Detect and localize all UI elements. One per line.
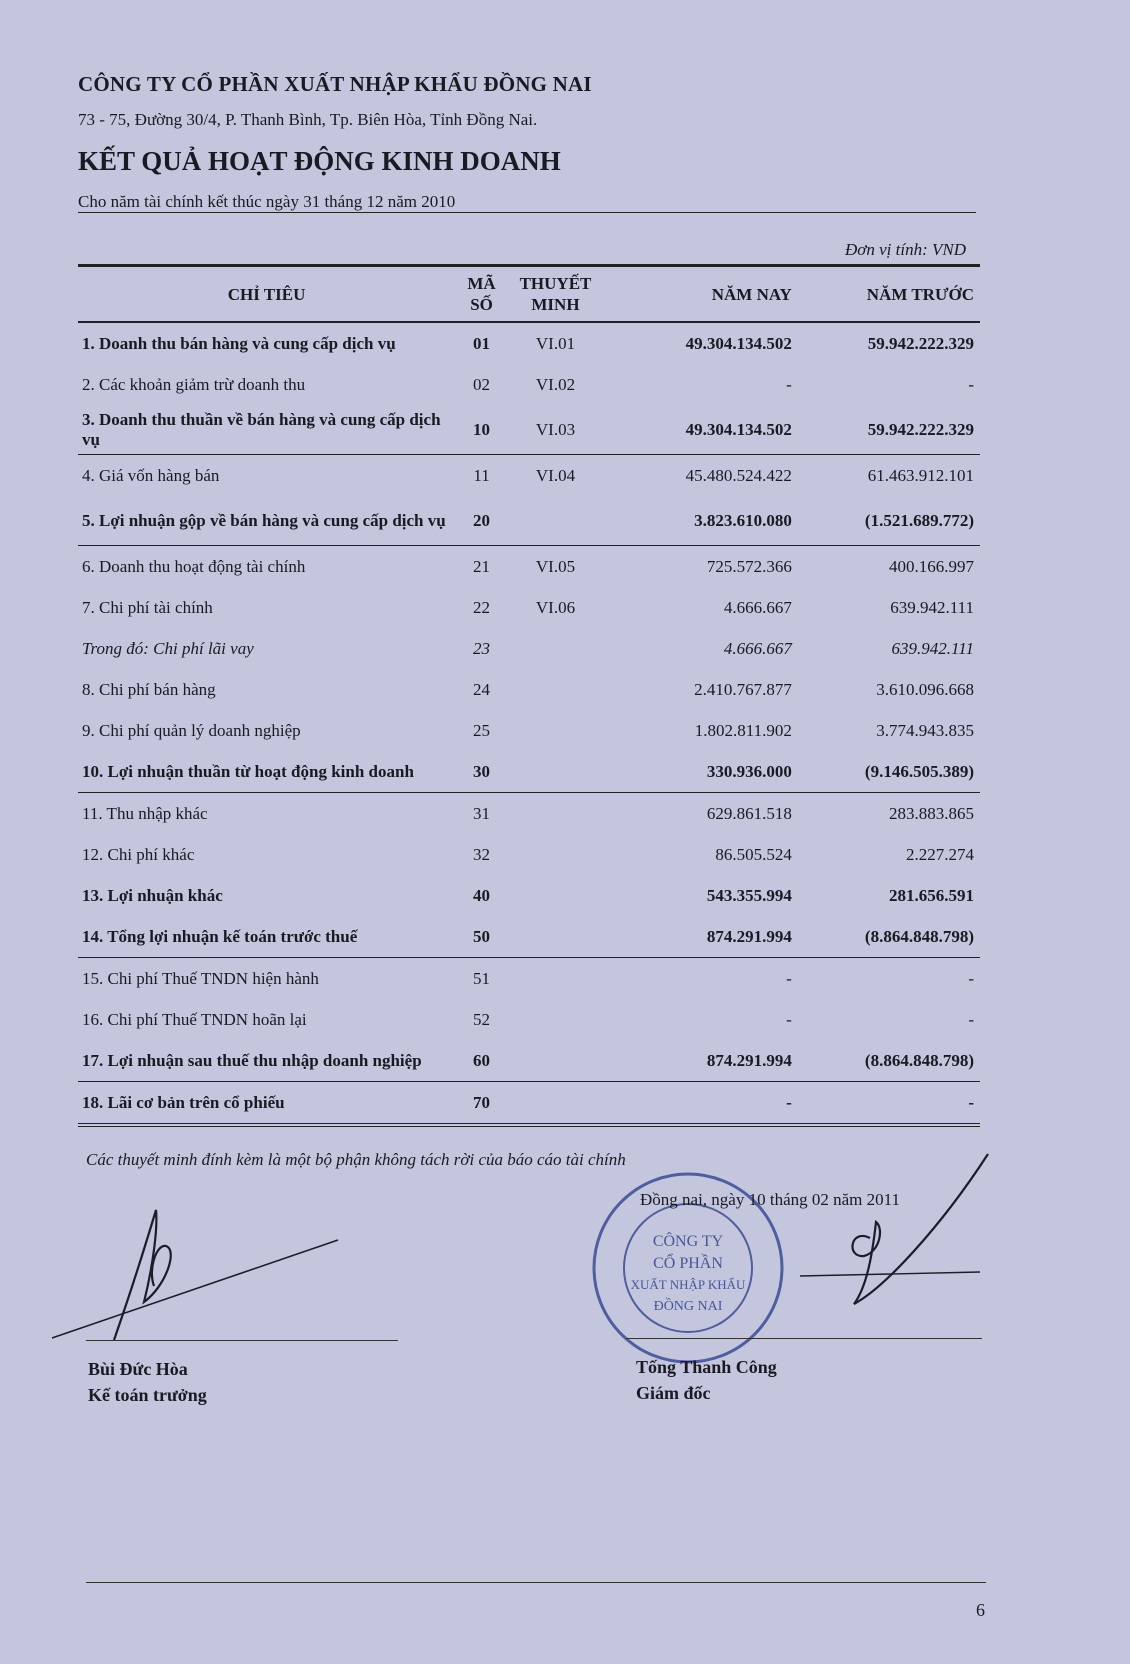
row-previous: 3.774.943.835 [876, 720, 974, 740]
row-previous: (1.521.689.772) [802, 496, 980, 546]
row-code: 20 [455, 496, 508, 546]
row-code: 23 [473, 638, 491, 658]
row-note: VI.03 [508, 405, 603, 455]
row-note [508, 710, 603, 751]
accountant-signature-icon [48, 1190, 348, 1350]
row-previous: 639.942.111 [890, 597, 974, 617]
row-note: VI.01 [535, 333, 576, 353]
row-item: 10. Lợi nhuận thuần từ hoạt động kinh doanh [78, 751, 455, 793]
column-header-code [455, 266, 508, 323]
row-item: 7. Chi phí tài chính [82, 597, 213, 617]
row-note [508, 628, 603, 669]
svg-text:CÔNG TY: CÔNG TY [652, 1233, 724, 1250]
signing-date: Đồng nai, ngày 10 tháng 02 năm 2011 [640, 1190, 900, 1209]
row-item: 18. Lãi cơ bản trên cổ phiếu [78, 1082, 455, 1126]
row-previous: - [968, 1009, 974, 1029]
row-previous: 3.610.096.668 [876, 679, 974, 699]
table-row [78, 628, 980, 669]
row-current: 49.304.134.502 [685, 333, 792, 353]
column-header-code-line2: SỐ [470, 295, 493, 314]
row-previous: 400.166.997 [889, 556, 974, 576]
row-current: 874.291.994 [603, 916, 802, 958]
row-code: 22 [473, 597, 491, 617]
right-signature-line [626, 1338, 982, 1339]
left-signature-line [86, 1340, 398, 1341]
row-previous: (8.864.848.798) [802, 916, 980, 958]
table-row [78, 587, 980, 628]
row-code: 21 [473, 556, 491, 576]
row-current: 725.572.366 [706, 556, 792, 576]
table-row [78, 916, 980, 958]
column-header-current-year: NĂM NAY [603, 266, 802, 323]
row-code: 50 [455, 916, 508, 958]
table-row [78, 1082, 980, 1126]
table-row [78, 1040, 980, 1082]
income-statement-table [78, 264, 980, 1127]
row-current: - [786, 1009, 792, 1029]
row-code: 31 [473, 803, 491, 823]
row-current: 543.355.994 [706, 885, 792, 905]
row-note [508, 793, 603, 835]
column-header-previous-year: NĂM TRƯỚC [802, 266, 980, 323]
row-code: 25 [473, 720, 491, 740]
table-row [78, 834, 980, 875]
column-header-note-line1: THUYẾT [519, 274, 592, 293]
row-current: 1.802.811.902 [694, 720, 792, 740]
row-code: 24 [473, 679, 491, 699]
page-number: 6 [976, 1600, 985, 1620]
company-address: 73 - 75, Đường 30/4, P. Thanh Bình, Tp. Biên Hòa, Tỉnh Đồng Nai. [78, 110, 538, 129]
row-item: 5. Lợi nhuận gộp về bán hàng và cung cấp dịch vụ [78, 496, 455, 546]
svg-text:XUẤT NHẬP KHẨU: XUẤT NHẬP KHẨU [630, 1277, 746, 1292]
row-previous: 2.227.274 [906, 844, 974, 864]
table-row [78, 322, 980, 364]
row-item: 4. Giá vốn hàng bán [82, 465, 220, 485]
row-code: 02 [473, 374, 491, 394]
row-current: 45.480.524.422 [685, 465, 792, 485]
row-item: Trong đó: Chi phí lãi vay [82, 638, 254, 658]
report-period: Cho năm tài chính kết thúc ngày 31 tháng 12 năm 2010 [78, 192, 456, 211]
table-row [78, 364, 980, 405]
row-current: - [786, 968, 792, 988]
row-previous: (8.864.848.798) [802, 1040, 980, 1082]
row-item: 14. Tổng lợi nhuận kế toán trước thuế [78, 916, 455, 958]
row-current: 49.304.134.502 [603, 405, 802, 455]
row-code: 01 [473, 333, 491, 353]
svg-text:CỔ PHẦN: CỔ PHẦN [653, 1255, 723, 1272]
row-current: 86.505.524 [715, 844, 792, 864]
table-row [78, 958, 980, 1000]
row-current: 2.410.767.877 [694, 679, 792, 699]
table-row [78, 669, 980, 710]
row-item: 2. Các khoản giảm trừ doanh thu [82, 374, 306, 394]
director-signature-icon [780, 1148, 1000, 1318]
row-previous: 283.883.865 [889, 803, 974, 823]
row-note [508, 875, 603, 916]
row-note [508, 916, 603, 958]
currency-unit: Đơn vị tính: VND [845, 240, 966, 259]
row-previous: - [968, 968, 974, 988]
row-note: VI.06 [535, 597, 576, 617]
director-role: Giám đốc [636, 1383, 711, 1403]
row-previous: 59.942.222.329 [802, 405, 980, 455]
director-block [636, 1354, 777, 1406]
chief-accountant-block [88, 1356, 207, 1408]
table-row [78, 875, 980, 916]
row-item: 6. Doanh thu hoạt động tài chính [82, 556, 306, 576]
row-current: 3.823.610.080 [603, 496, 802, 546]
row-note: VI.05 [535, 556, 576, 576]
column-header-note [508, 266, 603, 323]
report-title: KẾT QUẢ HOẠT ĐỘNG KINH DOANH [78, 146, 561, 176]
table-row [78, 455, 980, 497]
row-code: 52 [473, 1009, 491, 1029]
column-header-note-line2: MINH [531, 295, 580, 314]
chief-accountant-role: Kế toán trưởng [88, 1385, 207, 1405]
row-current: - [786, 374, 792, 394]
row-note [508, 999, 603, 1040]
row-code: 32 [473, 844, 491, 864]
column-header-code-line1: MÃ [467, 274, 496, 293]
row-item: 13. Lợi nhuận khác [82, 885, 223, 905]
column-header-item: CHỈ TIÊU [78, 266, 455, 323]
row-current: 330.936.000 [603, 751, 802, 793]
row-code: 51 [473, 968, 491, 988]
row-code: 40 [473, 885, 491, 905]
row-item: 16. Chi phí Thuế TNDN hoãn lại [82, 1009, 307, 1029]
row-item: 11. Thu nhập khác [82, 803, 208, 823]
row-item: 3. Doanh thu thuần về bán hàng và cung cấp dịch vụ [78, 405, 455, 455]
row-previous: (9.146.505.389) [802, 751, 980, 793]
footer-divider [86, 1582, 986, 1583]
table-header-row [78, 266, 980, 323]
row-current: 629.861.518 [706, 803, 792, 823]
row-note: VI.04 [535, 465, 576, 485]
table-row [78, 496, 980, 546]
row-current: - [603, 1082, 802, 1126]
row-note [508, 751, 603, 793]
table-row [78, 793, 980, 835]
row-previous: - [968, 374, 974, 394]
row-note: VI.02 [535, 374, 576, 394]
company-name: CÔNG TY CỔ PHẦN XUẤT NHẬP KHẨU ĐỒNG NAI [78, 72, 592, 96]
row-note [508, 496, 603, 546]
table-row [78, 999, 980, 1040]
row-code: 70 [455, 1082, 508, 1126]
row-item: 17. Lợi nhuận sau thuế thu nhập doanh nghiệp [78, 1040, 455, 1082]
table-row [78, 405, 980, 455]
table-row [78, 751, 980, 793]
director-name: Tống Thanh Công [636, 1357, 777, 1377]
svg-text:ĐỒNG NAI: ĐỒNG NAI [653, 1299, 723, 1314]
row-current: 4.666.667 [723, 638, 792, 658]
row-current: 874.291.994 [603, 1040, 802, 1082]
table-row [78, 710, 980, 751]
row-item: 8. Chi phí bán hàng [82, 679, 216, 699]
row-code: 30 [455, 751, 508, 793]
header-divider [78, 212, 976, 213]
row-item: 12. Chi phí khác [82, 844, 195, 864]
table-row [78, 546, 980, 588]
row-previous: 639.942.111 [891, 638, 974, 658]
row-code: 11 [473, 465, 490, 485]
row-code: 60 [455, 1040, 508, 1082]
row-item: 1. Doanh thu bán hàng và cung cấp dịch vụ [82, 333, 396, 353]
row-previous: 281.656.591 [889, 885, 974, 905]
row-note [508, 834, 603, 875]
footnote: Các thuyết minh đính kèm là một bộ phận không tách rời của báo cáo tài chính [86, 1150, 626, 1169]
row-note [508, 669, 603, 710]
row-note [508, 1082, 603, 1126]
row-note [508, 958, 603, 1000]
row-previous: 61.463.912.101 [867, 465, 974, 485]
row-item: 15. Chi phí Thuế TNDN hiện hành [82, 968, 319, 988]
row-code: 10 [455, 405, 508, 455]
row-previous: - [802, 1082, 980, 1126]
row-item: 9. Chi phí quản lý doanh nghiệp [82, 720, 301, 740]
row-current: 4.666.667 [723, 597, 792, 617]
row-previous: 59.942.222.329 [867, 333, 974, 353]
chief-accountant-name: Bùi Đức Hòa [88, 1359, 188, 1379]
row-note [508, 1040, 603, 1082]
